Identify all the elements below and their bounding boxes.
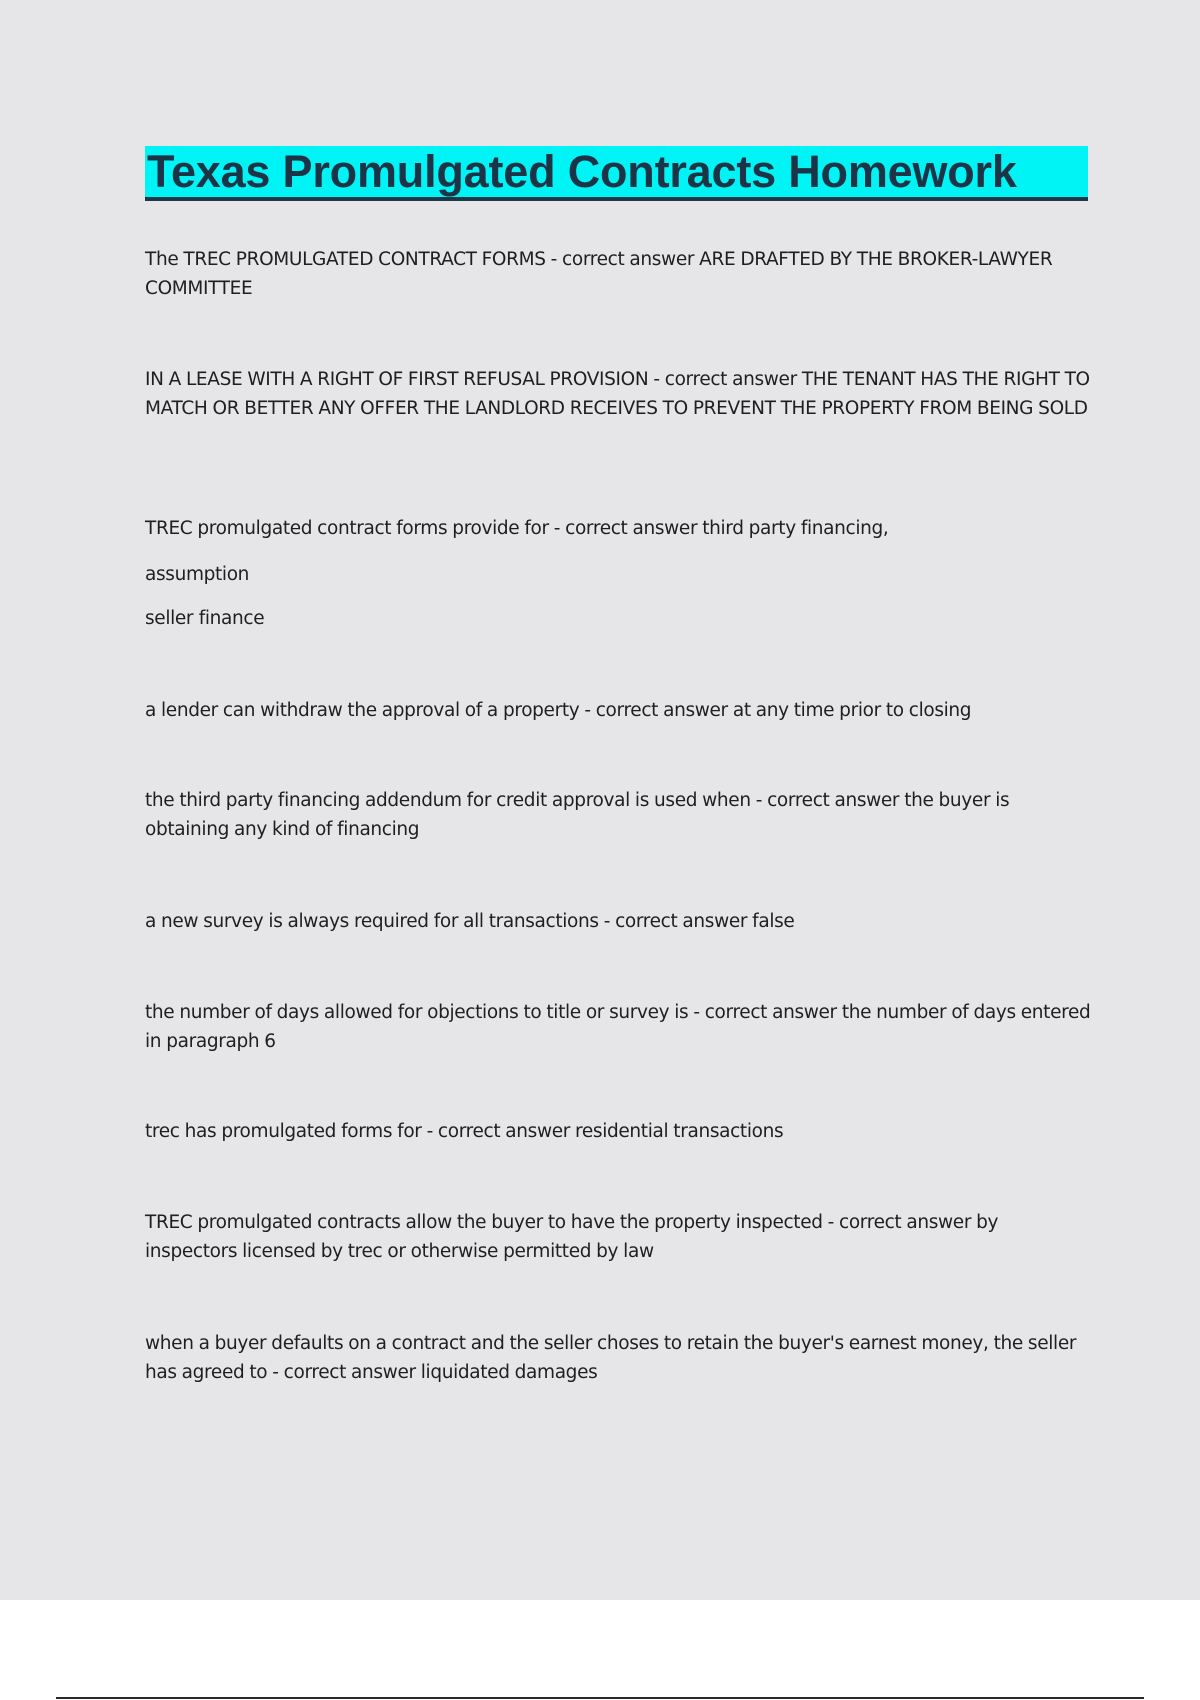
- qa-item: the number of days allowed for objections to title or survey is - correct answer the number of days entered in paragraph 6: [145, 1002, 1091, 1052]
- qa-item: the third party financing addendum for credit approval is used when - correct answer the buyer is obtaining any kind of financing: [145, 790, 1010, 840]
- footer-divider: [56, 1697, 1144, 1699]
- qa-item: a new survey is always required for all transactions - correct answer false: [145, 911, 795, 932]
- qa-item: trec has promulgated forms for - correct answer residential transactions: [145, 1121, 784, 1142]
- document-title: Texas Promulgated Contracts Homework: [147, 146, 1017, 197]
- qa-item-continuation: seller finance: [145, 608, 265, 629]
- qa-item: TREC promulgated contract forms provide for - correct answer third party financing,: [145, 518, 889, 539]
- qa-item: IN A LEASE WITH A RIGHT OF FIRST REFUSAL PROVISION - correct answer THE TENANT HAS THE RIGHT TO MATCH OR BETTER ANY OFFER THE LANDLORD RECEIVES TO PREVENT THE PROPERTY FROM BEING SOLD: [145, 369, 1090, 419]
- title-highlight: [145, 146, 1088, 201]
- qa-item: The TREC PROMULGATED CONTRACT FORMS - correct answer ARE DRAFTED BY THE BROKER-LAWYER COMMITTEE: [145, 249, 1053, 299]
- qa-item-continuation: assumption: [145, 564, 250, 585]
- qa-item: when a buyer defaults on a contract and the seller choses to retain the buyer's earnest money, the seller has agreed to - correct answer liquidated damages: [145, 1333, 1077, 1383]
- qa-item: a lender can withdraw the approval of a property - correct answer at any time prior to closing: [145, 700, 972, 721]
- qa-item: TREC promulgated contracts allow the buyer to have the property inspected - correct answer by inspectors licensed by trec or otherwise permitted by law: [145, 1212, 999, 1262]
